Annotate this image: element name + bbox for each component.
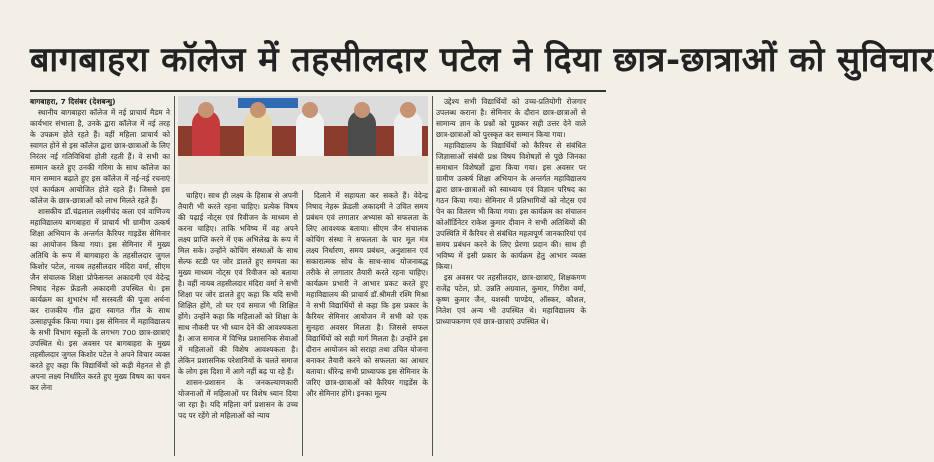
photo-banner — [238, 98, 298, 108]
column-divider — [302, 190, 303, 456]
paragraph: उद्देश्य सभी विद्यार्थियों को उच्च-प्रतियोगी रोजगार उपलब्ध कराना है। सेमिनार के दौरान छात्र-छात्राओं से सामान्य ज्ञान के प्रश्नों को पूछकर सही उत्तर देने वाले छात्र-छात्राओं को पुरस्कृत कर सम्मान किया गया। — [436, 97, 586, 139]
column-divider — [174, 96, 175, 456]
person-head — [302, 102, 318, 118]
paragraph: चाहिए। साथ ही लक्ष्य के हिसाब से अपनी तैयारी भी करते रहना चाहिए। प्रत्येक विषय की पढ़ाई नोट्स एवं रिवीजन के माध्यम से करना चाहिए। ताकि भविष्य में वह अपने लक्ष्य प्राप्ति करने में एक अभिलेख के रूप में मिल सके। उन्होंने कोचिंग संस्थाओं के साथ सेल्फ स्टडी पर जोर डालते हुए समयता का मुख्य माध्यम नोट्स एवं रिवीजन को बताया है। वहीं नायब तहसीलदार मंदिरा वर्मा ने सभी शिक्षा पर जोर डालते हुए कहा कि यदि सभी शिक्षित होंगे, तो घर एवं समाज भी शिक्षित होंगे। उन्होंने कहा कि महिलाओं को शिक्षा के साथ नौकरी पर भी ध्यान देने की आवश्यकता है। आज समाज में विभिन्न प्रशासनिक सेवाओं में महिलाओं की विशेष आवश्यकता है। लेकिन प्रशासनिक परेशानियों के चलते समाज के लोग इस दिशा में आगे नहीं बढ़ पा रहे हैं। — [178, 191, 298, 376]
event-photo — [178, 96, 428, 184]
paragraph: दिलाने में सहायता कर सकते हैं। वेदेन्द्र निषाद नेहरू फ्रेंडली अकादमी ने उचित समय प्रबंधन एवं लगातार अभ्यास को सफलता के लिए आवश्यक बताया। सीएम जैन संचालक कोचिंग संस्था ने सफलता के चार मूल मंत्र लक्ष्य निर्धारण, समय प्रबंधन, अनुशासन एवं सकारात्मक सोच के साथ-साथ योजनाबद्ध तरीके से लगातार तैयारी करते रहना चाहिए। कार्यक्रम प्रभारी ने आभार प्रकट करते हुए महाविद्यालय की प्राचार्य डॉ.श्रीमती रश्मि मिश्रा ने सभी विद्यार्थियों से कहा कि इस प्रकार के कैरियर सेमिनार आयोजन में सभी को एक सुनहरा अवसर मिलता है। जिससे सफल विद्यार्थियों को सही मार्ग मिलता है। उन्होंने इस दौरान आयोजन को सराहा तथा उचित योजना बनाकर तैयारी करने को सफलता का आधार बताया। धीरेन्द्र सभी प्राध्यापक इस सेमिनार के जरिए छात्र-छात्राओं को कैरियर गाइडेंस के और सेमिनार होंगे। इनका मूल्य — [306, 191, 428, 398]
article-column-4 — [436, 96, 586, 456]
article-column-3 — [306, 190, 428, 456]
column-divider — [432, 96, 433, 456]
person-head — [198, 102, 214, 118]
dateline: बागबाहरा, 7 दिसंबर (देशबन्धु) — [30, 97, 116, 106]
photo-table — [178, 156, 428, 184]
person-head — [250, 102, 266, 118]
paragraph: महाविद्यालय के विद्यार्थियों को कैरियर से संबंधित जिज्ञासाओं संबंधी प्रश्न विषय विशेषज्ञों से पूछे जिनका समाधान विशेषज्ञों द्वारा किया गया। इस अवसर पर ग्रामीण उत्कर्ष शिक्षा अभियान के अन्तर्गत महाविद्यालय द्वारा छात्र-छात्राओं को स्वाध्याय एवं विज्ञान परिषद का गठन किया गया। सेमिनार में प्रतिभागियों को नोट्स एवं पेन का वितरण भी किया गया। इस कार्यक्रम का संचालन कोऑर्डिनेटर राकेश कुमार दीवान ने सभी अतिथियों की उपस्थिति में कैरियर से संबंधित महत्वपूर्ण जानकारियां एवं समय प्रबंधन करने के लिए प्रेरणा प्रदान की। साथ ही भविष्य में इसी प्रकार के कार्यक्रम हेतु आभार व्यक्त किया। — [436, 141, 586, 271]
article-column-2 — [178, 190, 298, 456]
person-head — [400, 102, 416, 118]
paragraph: शासन-प्रशासन के जनकल्याणकारी योजनाओं में महिलाओं पर विशेष ध्यान दिया जा रहा है। यदि महिला वर्ग प्रशासन के उच्च पद पर रहेंगे तो महिलाओं को न्याय — [178, 378, 298, 420]
person-head — [354, 102, 370, 118]
article-column-1 — [30, 96, 170, 456]
headline: बागबाहरा कॉलेज में तहसीलदार पटेल ने दिया छात्र-छात्राओं को सुविचार — [30, 30, 606, 92]
paragraph: इस अवसर पर तहसीलदार, छात्र-छात्राएं, शिक्षकगण राजेंद्र पटेल, प्रो. उन्नति अग्रवाल, कुमार, गिरीश वर्मा, कृष्ण कुमार जैन, यशस्वी पाण्डेय, ऑस्कर, कौशल, नितेश एवं अन्य भी उपस्थित थे। महाविद्यालय के प्राध्यापकगण एवं छात्र-छात्राएं उपस्थित थे। — [436, 273, 586, 326]
paragraph: स्थानीय बागबाहरा कॉलेज में नई प्राचार्य मैडम ने कार्यभार संभाला है, उनके द्वारा कॉलेज में नई तरह के उपक्रम होते रहते हैं। वहीं महिला प्राचार्य को स्वागत होने से इस कॉलेज द्वारा छात्र-छात्राओं के लिए निरंतर नई गतिविधियां होती रहती हैं। वे सभी का सम्मान करते हुए उनकी गरिमा के साथ कॉलेज का मान सम्मान बढ़ाते हुए इस कॉलेज में नई-नई रचनाएं एवं कार्यक्रम आयोजित होते रहते हैं। जिससे इस कॉलेज के छात्र-छात्राओं को लाभ मिलते रहते हैं। — [30, 108, 170, 205]
paragraph: शासकीय डॉ.चंद्रलाल लक्ष्मीचंद कला एवं वाणिज्य महाविद्यालय बागबाहरा में प्राचार्य भी ग्रामीण उत्कर्ष शिक्षा अभियान के अन्तर्गत कैरियर गाइडेंस सेमिनार का आयोजन किया गया। इस सेमिनार में मुख्य अतिथि के रूप में बागबाहरा के तहसीलदार जुगल किशोर पटेल, नायब तहसीलदार मंदिरा वर्मा, सीएम जैन संचालक शिक्षा प्रोफेसनल अकादमी एवं वेदेन्द्र निषाद नेहरू फ्रेंडली अकादमी उपस्थित थे। इस कार्यक्रम का शुभारंभ माँ सरस्वती की पूजा अर्चना कर राजकीय गीत द्वारा स्वागत गीत के साथ उत्साहपूर्वक किया गया। इस सेमिनार में महाविद्यालय के सभी विभाग स्कूलों के लगभग 700 छात्र-छात्राएं उपस्थित थे। इस अवसर पर बागबाहरा के मुख्य तहसीलदार जुगल किशोर पटेल ने अपने विचार व्यक्त करते हुए कहा कि विद्यार्थियों को कड़ी मेहनत से ही अपना लक्ष्य निर्धारित करते हुए मुख्य विषय का चयन कर लेना — [30, 207, 170, 392]
